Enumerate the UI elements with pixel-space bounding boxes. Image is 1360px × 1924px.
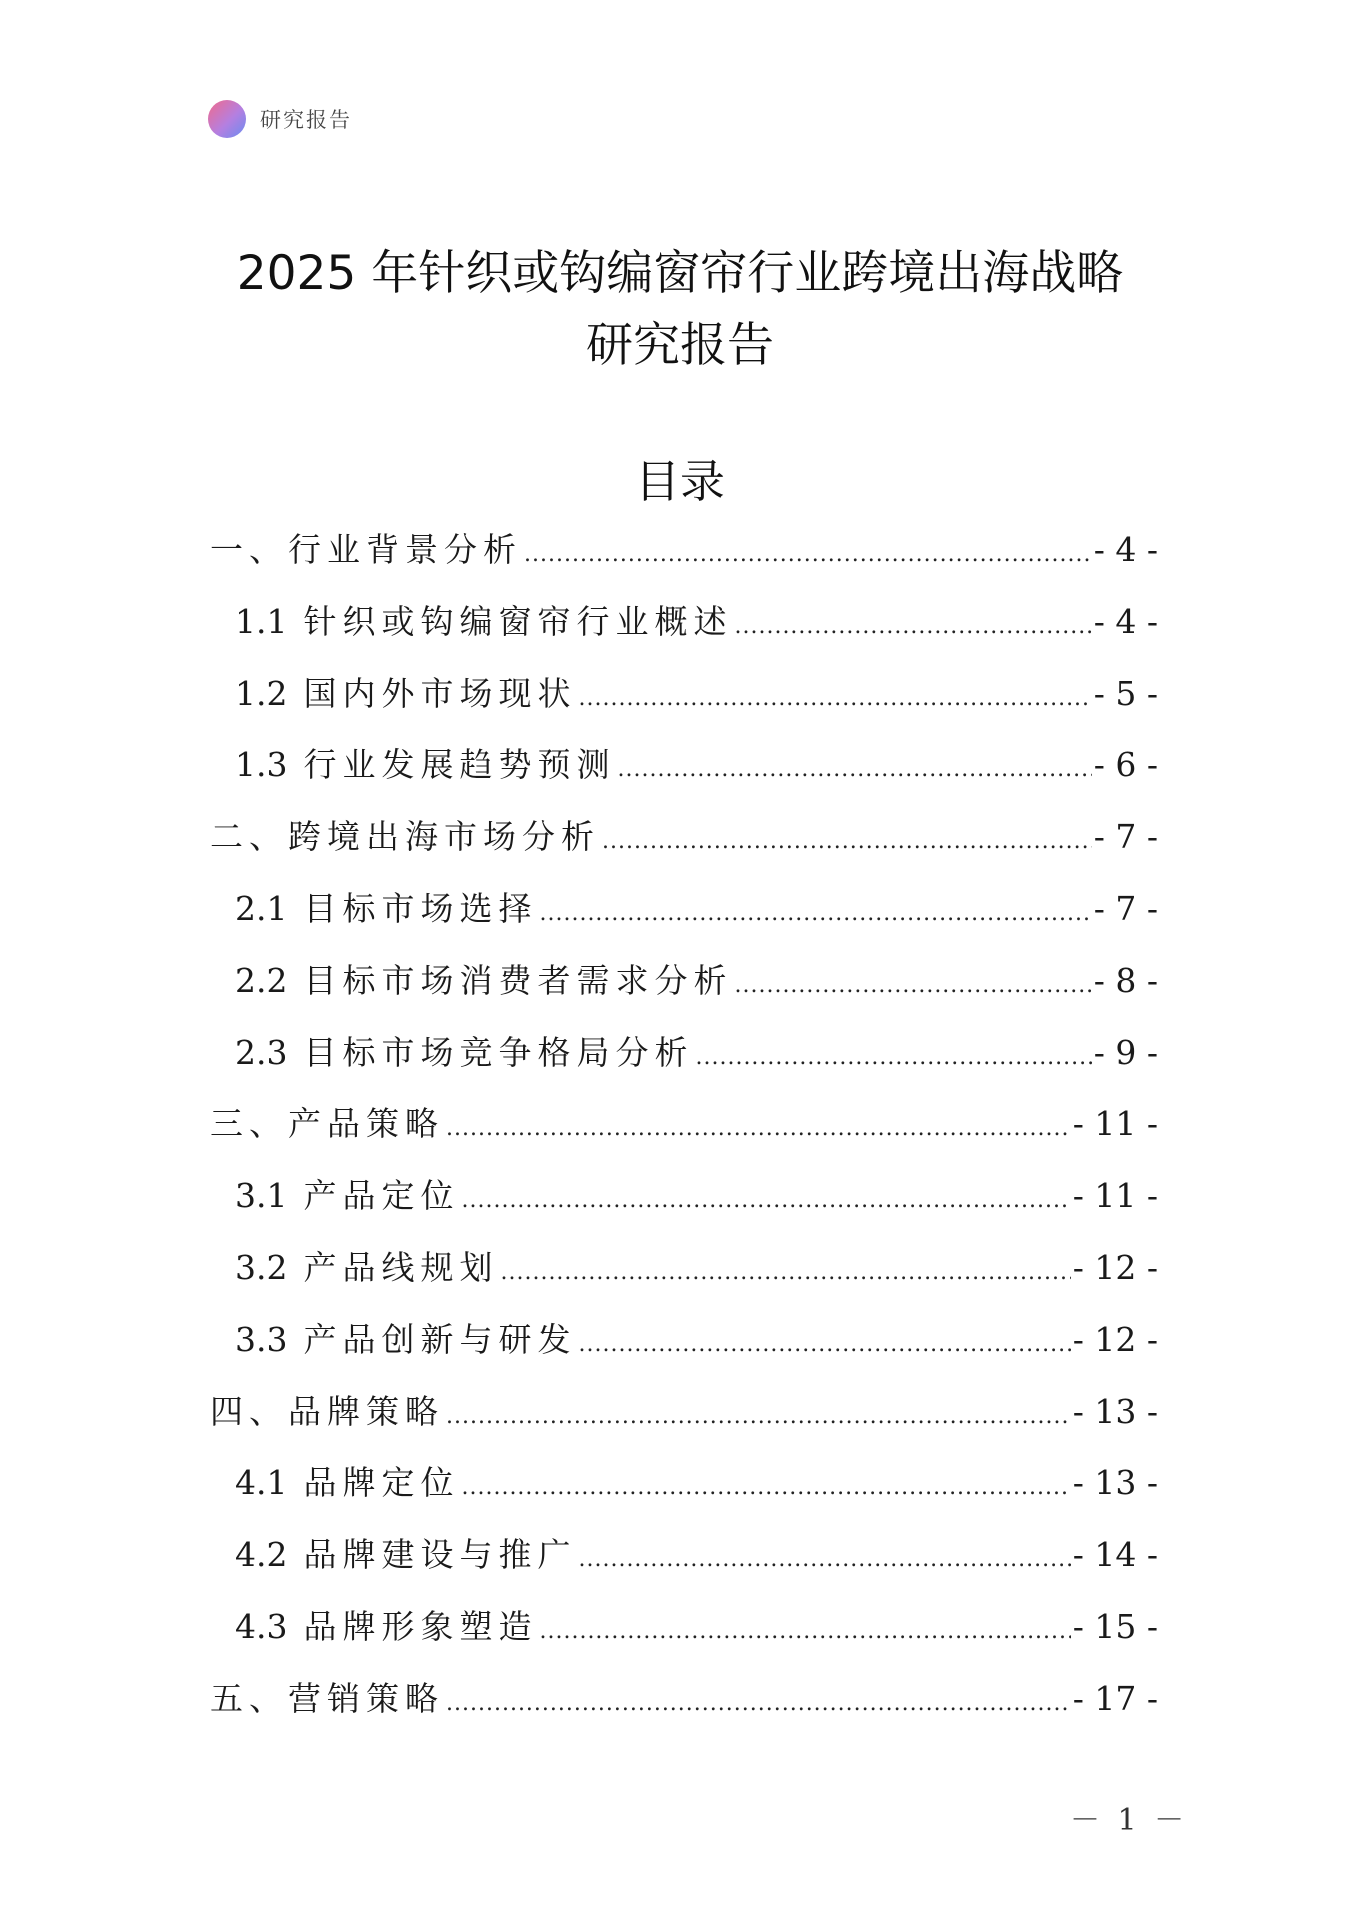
page-header <box>208 98 352 140</box>
toc-entry[interactable] <box>210 1238 1158 1310</box>
toc-entry-page: - 12 - <box>1072 1319 1158 1359</box>
toc-dot-leader <box>539 884 1091 944</box>
header-label: 研究报告 <box>260 108 352 132</box>
toc-entry-number: 4.1 <box>235 1463 288 1503</box>
toc-entry[interactable] <box>210 951 1158 1023</box>
toc-entry-page: - 9 - <box>1093 1032 1158 1072</box>
toc-dot-leader <box>461 1171 1070 1231</box>
toc-entry-number: 4.2 <box>235 1535 288 1575</box>
toc-entry-number: 2.3 <box>235 1032 288 1072</box>
toc-entry-number: 2.1 <box>235 888 288 928</box>
toc-entry[interactable] <box>210 1166 1158 1238</box>
toc-entry-number: 1.3 <box>235 745 288 785</box>
toc-entry[interactable] <box>210 1525 1158 1597</box>
toc-dot-leader <box>578 1530 1070 1590</box>
toc-entry-label: 品牌建设与推广 <box>303 1535 577 1575</box>
toc-entry-page: - 8 - <box>1093 960 1158 1000</box>
toc-entry[interactable] <box>210 592 1158 664</box>
document-title <box>0 238 1360 382</box>
toc-entry-page: - 13 - <box>1072 1391 1158 1431</box>
toc-dot-leader <box>446 1099 1071 1159</box>
toc-entry-number: 3.3 <box>235 1319 288 1359</box>
toc-entry[interactable] <box>210 807 1158 879</box>
toc-entry-page: - 6 - <box>1093 745 1158 785</box>
toc-entry-number: 2.2 <box>235 960 288 1000</box>
toc-dot-leader <box>695 1028 1091 1088</box>
toc-dot-leader <box>446 1387 1071 1447</box>
toc-entry-label: 三、产品策略 <box>210 1104 444 1144</box>
toc-entry[interactable] <box>210 1382 1158 1454</box>
toc-entry-label: 目标市场消费者需求分析 <box>303 960 733 1000</box>
toc-dot-leader <box>539 1602 1070 1662</box>
toc-dot-leader <box>446 1674 1071 1734</box>
toc-entry-label: 品牌形象塑造 <box>303 1606 538 1646</box>
page-number: － 1 － <box>1070 1803 1189 1838</box>
document-title-line2: 研究报告 <box>586 318 774 373</box>
toc-entry[interactable] <box>210 1094 1158 1166</box>
toc-dot-leader <box>578 1315 1070 1375</box>
toc-entry[interactable] <box>210 1453 1158 1525</box>
toc-dot-leader <box>461 1458 1070 1518</box>
toc-entry[interactable] <box>210 1310 1158 1382</box>
toc-entry-label: 行业发展趋势预测 <box>303 745 616 785</box>
toc-dot-leader <box>734 956 1091 1016</box>
gradient-circle-logo-icon <box>208 100 246 138</box>
toc-entry-label: 五、营销策略 <box>210 1678 444 1718</box>
table-of-contents <box>210 520 1158 1741</box>
toc-dot-leader <box>500 1243 1070 1303</box>
toc-dot-leader <box>578 669 1091 729</box>
toc-entry-page: - 11 - <box>1072 1104 1158 1144</box>
toc-entry-page: - 5 - <box>1093 673 1158 713</box>
document-title-line1: 2025 年针织或钩编窗帘行业跨境出海战略 <box>236 246 1124 301</box>
toc-entry-label: 国内外市场现状 <box>303 673 577 713</box>
toc-entry[interactable] <box>210 879 1158 951</box>
toc-entry-page: - 13 - <box>1072 1463 1158 1503</box>
toc-dot-leader <box>524 525 1092 585</box>
toc-entry-number: 3.2 <box>235 1247 288 1287</box>
toc-entry-label: 产品创新与研发 <box>303 1319 577 1359</box>
toc-entry-number: 1.2 <box>235 673 288 713</box>
toc-entry-number: 1.1 <box>235 601 288 641</box>
toc-dot-leader <box>734 597 1091 657</box>
toc-entry-label: 四、品牌策略 <box>210 1391 444 1431</box>
toc-entry-label: 二、跨境出海市场分析 <box>210 817 600 857</box>
toc-entry-page: - 4 - <box>1093 601 1158 641</box>
toc-entry-label: 品牌定位 <box>303 1463 460 1503</box>
toc-entry[interactable] <box>210 1023 1158 1095</box>
toc-entry-label: 目标市场选择 <box>303 888 538 928</box>
toc-entry-label: 产品线规划 <box>303 1247 499 1287</box>
toc-entry[interactable] <box>210 520 1158 592</box>
toc-entry[interactable] <box>210 1597 1158 1669</box>
toc-dot-leader <box>617 740 1091 800</box>
toc-entry-label: 产品定位 <box>303 1176 460 1216</box>
toc-entry-page: - 7 - <box>1093 817 1158 857</box>
toc-entry-page: - 12 - <box>1072 1247 1158 1287</box>
toc-entry-number: 3.1 <box>235 1176 288 1216</box>
toc-entry-page: - 11 - <box>1072 1176 1158 1216</box>
toc-entry-label: 目标市场竞争格局分析 <box>303 1032 694 1072</box>
toc-entry-page: - 7 - <box>1093 888 1158 928</box>
toc-entry[interactable] <box>210 664 1158 736</box>
toc-entry[interactable] <box>210 735 1158 807</box>
toc-entry-page: - 15 - <box>1072 1606 1158 1646</box>
toc-entry-page: - 4 - <box>1093 530 1158 569</box>
toc-heading: 目录 <box>634 455 725 508</box>
toc-dot-leader <box>602 812 1092 872</box>
toc-entry-page: - 17 - <box>1072 1678 1158 1718</box>
toc-entry-label: 针织或钩编窗帘行业概述 <box>303 601 733 641</box>
toc-entry-number: 4.3 <box>235 1606 288 1646</box>
toc-entry-label: 一、行业背景分析 <box>210 530 522 569</box>
toc-entry-page: - 14 - <box>1072 1535 1158 1575</box>
toc-entry[interactable] <box>210 1669 1158 1741</box>
